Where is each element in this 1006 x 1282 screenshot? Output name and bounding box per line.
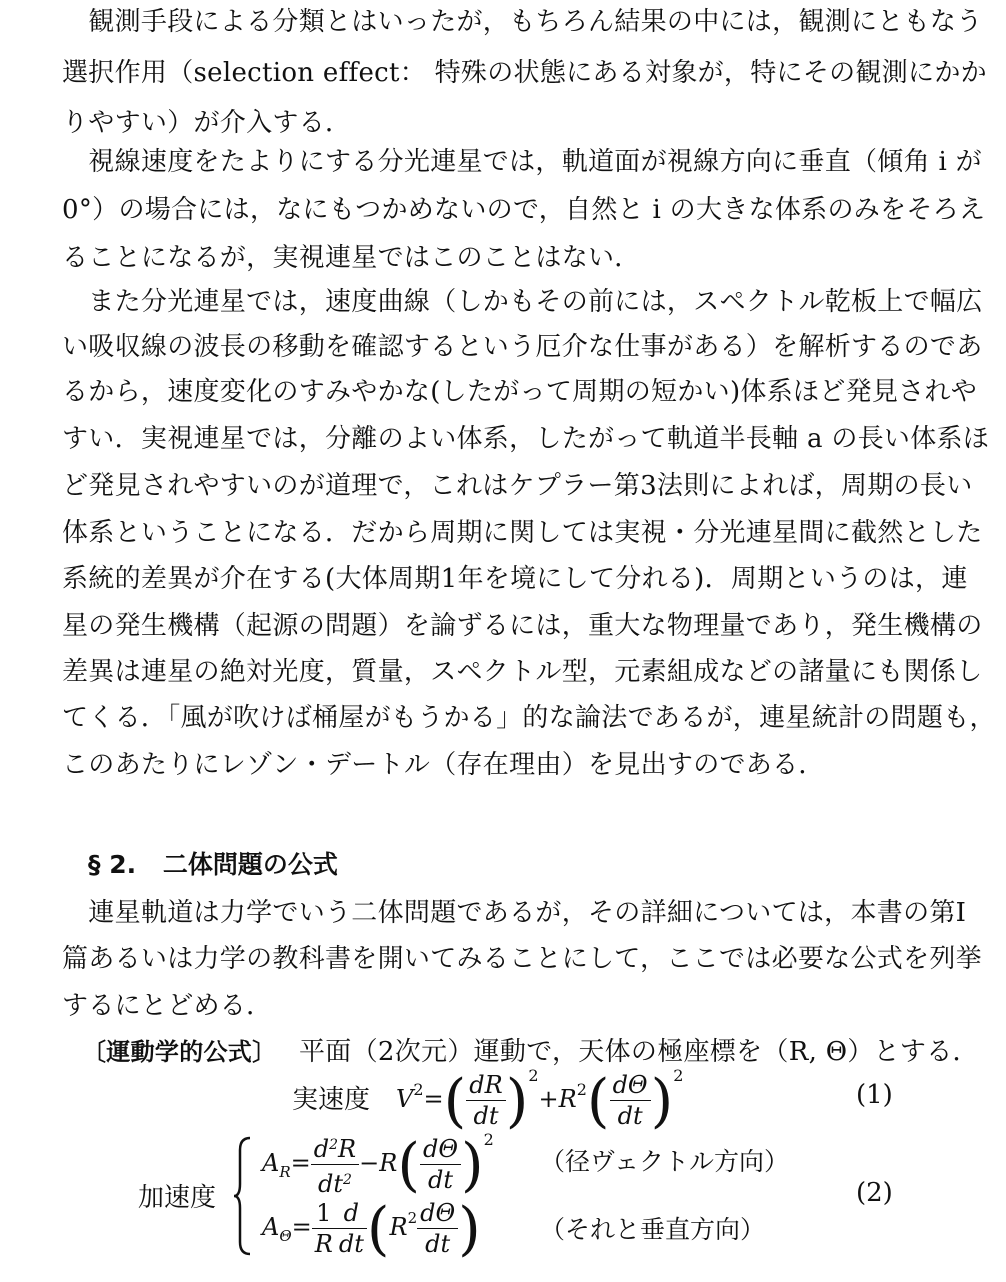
text-line: い吸収線の波長の移動を確認するという厄介な仕事がある）を解析するのであ (62, 332, 983, 362)
section-title: 二体問題の公式 (162, 850, 338, 879)
text-line: 差異は連星の絶対光度，質量，スペクトル型，元素組成などの諸量にも関係し (62, 657, 983, 687)
acceleration-label: 加速度 (138, 1183, 217, 1213)
equation-2-number: (2) (856, 1178, 893, 1208)
text-line: 篇あるいは力学の教科書を開いてみることにして，ここでは必要な公式を列挙 (62, 944, 982, 974)
perpendicular-direction-note: （それと垂直方向） (540, 1215, 766, 1244)
text-line: るから，速度変化のすみやかな(したがって周期の短かい)体系ほど発見されや (62, 377, 978, 407)
text-line: するにとどめる． (62, 991, 273, 1021)
equation-1-number: (1) (856, 1080, 893, 1110)
kinematic-text: 平面（2次元）運動で，天体の極座標を（R, Θ）とする． (298, 1037, 979, 1067)
text-line: 連星軌道は力学でいう二体問題であるが，その詳細については，本書の第Ⅰ (62, 898, 967, 928)
text-line: りやすい）が介入する． (62, 108, 352, 138)
text-line: 観測手段による分類とはいったが，もちろん結果の中には，観測にともなう (62, 7, 983, 37)
section-number: § 2. (88, 850, 137, 879)
kinematic-label: 〔運動学的公式〕 (82, 1038, 277, 1066)
text-line: 0°）の場合には，なにもつかめないので，自然と i の大きな体系のみをそろえ (62, 195, 986, 225)
text-line: 体系ということになる．だから周期に関しては実視・分光連星間に截然とした (62, 518, 983, 548)
text-line: 視線速度をたよりにする分光連星では，軌道面が視線方向に垂直（傾角 i が (62, 147, 982, 177)
text-line: 系統的差異が介在する(大体周期1年を境にして分れる)．周期というのは，連 (62, 564, 968, 594)
equation-2a: $A_R=$ $\frac{d^2R}{dt^2}$ −R( $\frac{d\Theta}{dt}$ )$^2$ (262, 1130, 494, 1199)
equation-1: $V^2=$( $\frac{dR}{dt}$ )$^2+R^2$( $\frac{d\Theta}{dt}$ )$^2$ (396, 1066, 684, 1135)
section-heading (88, 845, 338, 885)
text-line: すい．実視連星では，分離のよい体系，したがって軌道半長軸 a の長い体系ほ (62, 424, 990, 454)
text-line: また分光連星では，速度曲線（しかもその前には，スペクトル乾板上で幅広 (62, 287, 983, 317)
equation-2b: $A_\Theta=$ $\frac{1}{R}$ $\frac{d}{dt}$ ($R^2$ $\frac{d\Theta}{dt}$ ) (262, 1194, 481, 1263)
text-line: ど発見されやすいのが道理で，これはケプラー第3法則によれば，周期の長い (62, 471, 973, 501)
text-line: てくる．「風が吹けば桶屋がもうかる」的な論法であるが，連星統計の問題も， (62, 703, 996, 733)
text-line: 星の発生機構（起源の問題）を論ずるには，重大な物理量であり，発生機構の (62, 611, 983, 641)
text-line: このあたりにレゾン・デートル（存在理由）を見出すのである． (62, 750, 825, 780)
radial-direction-note: （径ヴェクトル方向） (540, 1147, 790, 1176)
text-line: ることになるが，実視連星ではこのことはない． (62, 243, 641, 273)
brace-icon (232, 1136, 252, 1256)
text-line: 選択作用（selection effect： 特殊の状態にある対象が，特にその観測にかか (62, 58, 987, 88)
velocity-label: 実速度 (292, 1085, 371, 1115)
